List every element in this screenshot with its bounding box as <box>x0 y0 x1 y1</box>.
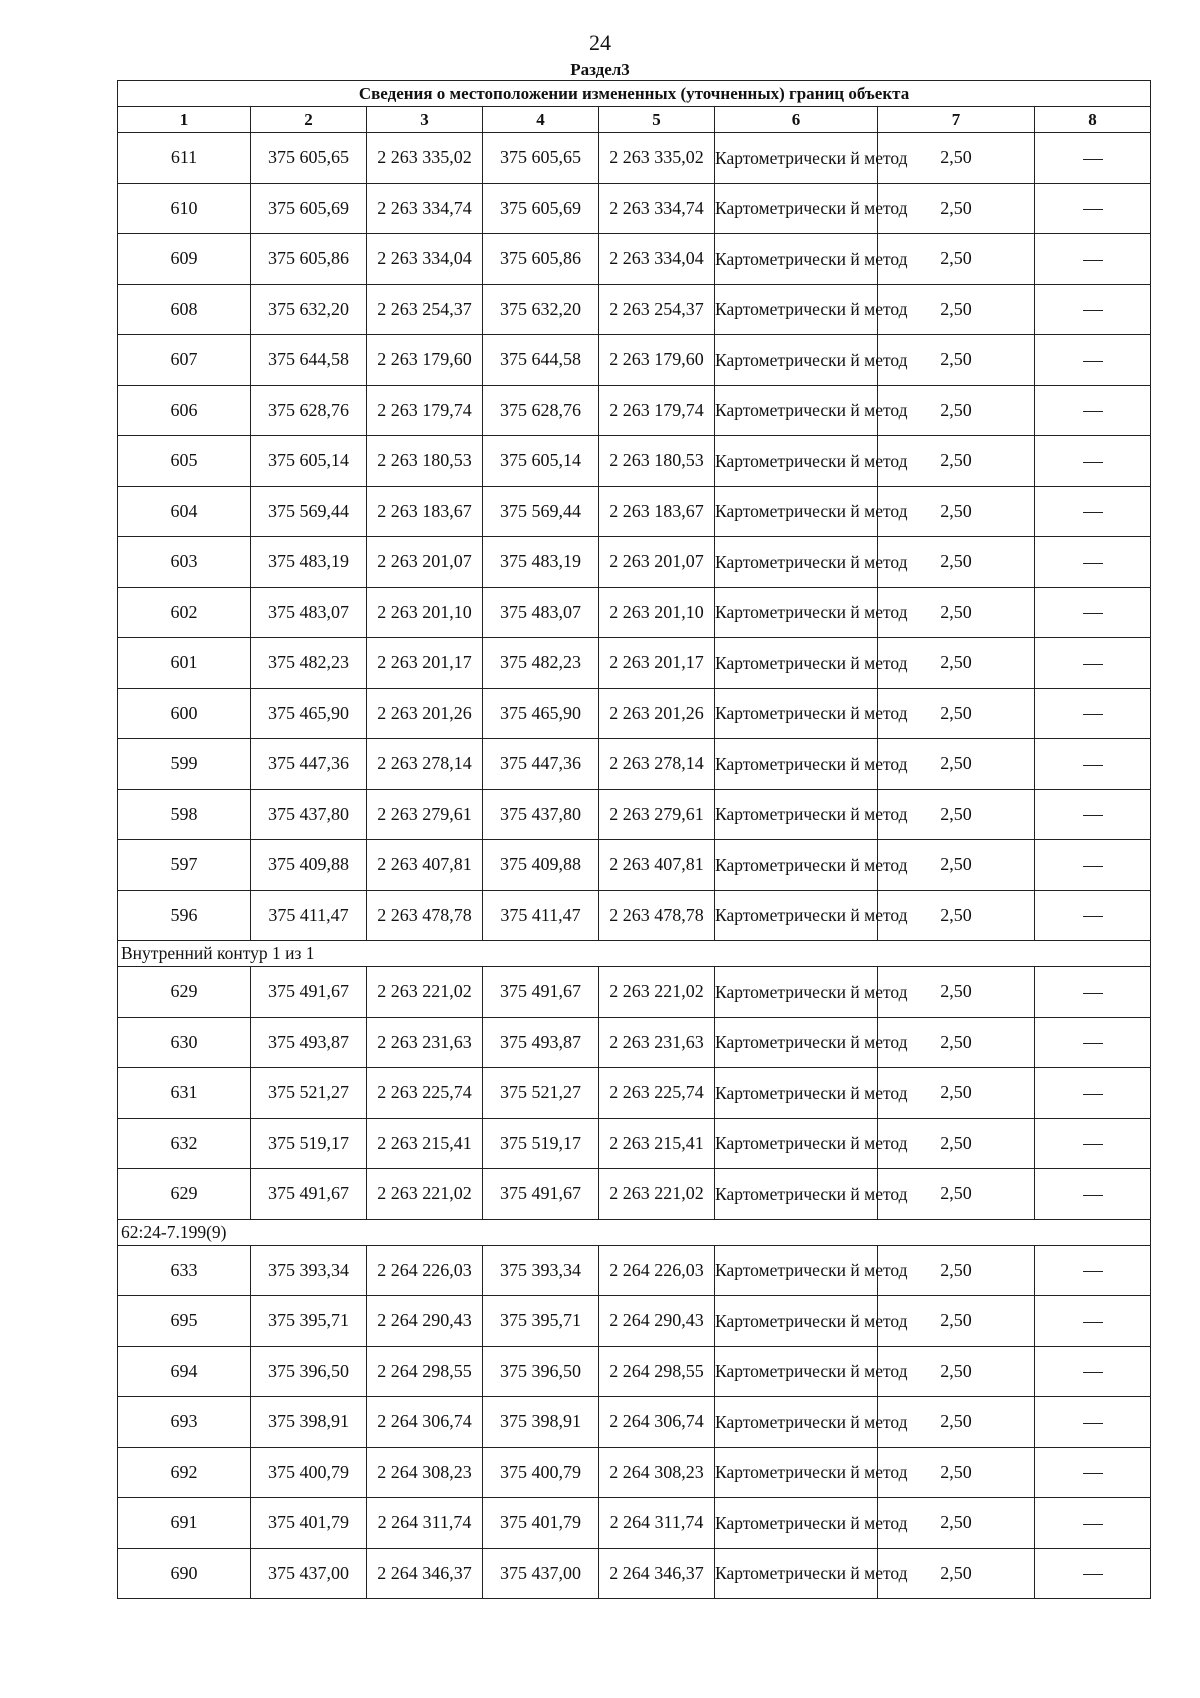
y-coordinate-old: 2 263 279,61 <box>367 789 483 840</box>
x-coordinate-new: 375 491,67 <box>483 1169 599 1220</box>
x-coordinate-new: 375 605,86 <box>483 234 599 285</box>
accuracy: 2,50 <box>878 1296 1035 1347</box>
description <box>1035 789 1151 840</box>
point-number: 629 <box>118 967 251 1018</box>
point-number: 633 <box>118 1245 251 1296</box>
x-coordinate-old: 375 395,71 <box>251 1296 367 1347</box>
y-coordinate-new: 2 263 201,07 <box>599 537 715 588</box>
x-coordinate-new: 375 482,23 <box>483 638 599 689</box>
point-number: 690 <box>118 1548 251 1599</box>
accuracy: 2,50 <box>878 1068 1035 1119</box>
x-coordinate-new: 375 632,20 <box>483 284 599 335</box>
accuracy: 2,50 <box>878 1169 1035 1220</box>
x-coordinate-new: 375 437,00 <box>483 1548 599 1599</box>
dash-mark <box>1083 993 1103 994</box>
y-coordinate-new: 2 264 346,37 <box>599 1548 715 1599</box>
accuracy: 2,50 <box>878 486 1035 537</box>
y-coordinate-new: 2 263 225,74 <box>599 1068 715 1119</box>
point-number: 693 <box>118 1397 251 1448</box>
table-row <box>118 789 1151 840</box>
y-coordinate-old: 2 263 335,02 <box>367 133 483 184</box>
y-coordinate-old: 2 263 254,37 <box>367 284 483 335</box>
dash-mark <box>1083 462 1103 463</box>
description <box>1035 739 1151 790</box>
y-coordinate-new: 2 264 226,03 <box>599 1245 715 1296</box>
dash-mark <box>1083 260 1103 261</box>
dash-mark <box>1083 916 1103 917</box>
dash-mark <box>1083 1524 1103 1525</box>
y-coordinate-old: 2 263 225,74 <box>367 1068 483 1119</box>
x-coordinate-old: 375 569,44 <box>251 486 367 537</box>
x-coordinate-new: 375 393,34 <box>483 1245 599 1296</box>
x-coordinate-new: 375 409,88 <box>483 840 599 891</box>
accuracy: 2,50 <box>878 1017 1035 1068</box>
point-number: 599 <box>118 739 251 790</box>
dash-mark <box>1083 209 1103 210</box>
y-coordinate-new: 2 263 334,74 <box>599 183 715 234</box>
y-coordinate-old: 2 264 311,74 <box>367 1498 483 1549</box>
y-coordinate-new: 2 264 308,23 <box>599 1447 715 1498</box>
determination-method: Картометрически й метод <box>715 133 878 184</box>
y-coordinate-old: 2 264 290,43 <box>367 1296 483 1347</box>
point-number: 691 <box>118 1498 251 1549</box>
x-coordinate-new: 375 493,87 <box>483 1017 599 1068</box>
y-coordinate-new: 2 263 334,04 <box>599 234 715 285</box>
x-coordinate-old: 375 605,69 <box>251 183 367 234</box>
point-number: 600 <box>118 688 251 739</box>
determination-method: Картометрически й метод <box>715 638 878 689</box>
y-coordinate-old: 2 264 226,03 <box>367 1245 483 1296</box>
description <box>1035 385 1151 436</box>
y-coordinate-old: 2 264 308,23 <box>367 1447 483 1498</box>
point-number: 611 <box>118 133 251 184</box>
table-row <box>118 1017 1151 1068</box>
x-coordinate-new: 375 605,69 <box>483 183 599 234</box>
point-number: 632 <box>118 1118 251 1169</box>
determination-method: Картометрически й метод <box>715 1548 878 1599</box>
determination-method: Картометрически й метод <box>715 234 878 285</box>
x-coordinate-old: 375 411,47 <box>251 890 367 941</box>
accuracy: 2,50 <box>878 436 1035 487</box>
determination-method: Картометрически й метод <box>715 1346 878 1397</box>
accuracy: 2,50 <box>878 890 1035 941</box>
description <box>1035 1346 1151 1397</box>
dash-mark <box>1083 1144 1103 1145</box>
x-coordinate-old: 375 393,34 <box>251 1245 367 1296</box>
x-coordinate-new: 375 395,71 <box>483 1296 599 1347</box>
determination-method: Картометрически й метод <box>715 840 878 891</box>
x-coordinate-new: 375 644,58 <box>483 335 599 386</box>
x-coordinate-new: 375 437,80 <box>483 789 599 840</box>
x-coordinate-old: 375 644,58 <box>251 335 367 386</box>
y-coordinate-old: 2 263 221,02 <box>367 1169 483 1220</box>
determination-method: Картометрически й метод <box>715 1296 878 1347</box>
accuracy: 2,50 <box>878 1548 1035 1599</box>
description <box>1035 1245 1151 1296</box>
dash-mark <box>1083 613 1103 614</box>
x-coordinate-old: 375 605,14 <box>251 436 367 487</box>
x-coordinate-old: 375 628,76 <box>251 385 367 436</box>
column-number: 4 <box>483 107 599 133</box>
column-number: 8 <box>1035 107 1151 133</box>
determination-method: Картометрически й метод <box>715 385 878 436</box>
description <box>1035 284 1151 335</box>
y-coordinate-old: 2 263 201,07 <box>367 537 483 588</box>
determination-method: Картометрически й метод <box>715 890 878 941</box>
table-row <box>118 1397 1151 1448</box>
y-coordinate-old: 2 263 201,26 <box>367 688 483 739</box>
column-number-row <box>118 107 1151 133</box>
column-number: 5 <box>599 107 715 133</box>
point-number: 607 <box>118 335 251 386</box>
determination-method: Картометрически й метод <box>715 537 878 588</box>
x-coordinate-new: 375 447,36 <box>483 739 599 790</box>
y-coordinate-new: 2 263 201,26 <box>599 688 715 739</box>
accuracy: 2,50 <box>878 335 1035 386</box>
dash-mark <box>1083 1423 1103 1424</box>
x-coordinate-new: 375 628,76 <box>483 385 599 436</box>
determination-method: Картометрически й метод <box>715 967 878 1018</box>
y-coordinate-old: 2 263 278,14 <box>367 739 483 790</box>
determination-method: Картометрически й метод <box>715 436 878 487</box>
x-coordinate-new: 375 411,47 <box>483 890 599 941</box>
x-coordinate-old: 375 401,79 <box>251 1498 367 1549</box>
description <box>1035 486 1151 537</box>
accuracy: 2,50 <box>878 133 1035 184</box>
determination-method: Картометрически й метод <box>715 1068 878 1119</box>
table-row <box>118 335 1151 386</box>
table-row <box>118 1169 1151 1220</box>
description <box>1035 1447 1151 1498</box>
page-number: 24 <box>589 30 611 55</box>
accuracy: 2,50 <box>878 1245 1035 1296</box>
table-row <box>118 133 1151 184</box>
description <box>1035 1397 1151 1448</box>
x-coordinate-old: 375 483,07 <box>251 587 367 638</box>
table-row <box>118 587 1151 638</box>
accuracy: 2,50 <box>878 537 1035 588</box>
column-number: 2 <box>251 107 367 133</box>
accuracy: 2,50 <box>878 1118 1035 1169</box>
x-coordinate-old: 375 398,91 <box>251 1397 367 1448</box>
x-coordinate-old: 375 632,20 <box>251 284 367 335</box>
y-coordinate-new: 2 264 290,43 <box>599 1296 715 1347</box>
y-coordinate-new: 2 263 335,02 <box>599 133 715 184</box>
y-coordinate-old: 2 263 478,78 <box>367 890 483 941</box>
determination-method: Картометрически й метод <box>715 739 878 790</box>
y-coordinate-new: 2 263 279,61 <box>599 789 715 840</box>
description <box>1035 183 1151 234</box>
column-number: 3 <box>367 107 483 133</box>
determination-method: Картометрически й метод <box>715 1245 878 1296</box>
table-row <box>118 1346 1151 1397</box>
dash-mark <box>1083 310 1103 311</box>
y-coordinate-old: 2 263 215,41 <box>367 1118 483 1169</box>
accuracy: 2,50 <box>878 967 1035 1018</box>
point-number: 630 <box>118 1017 251 1068</box>
x-coordinate-new: 375 465,90 <box>483 688 599 739</box>
determination-method: Картометрически й метод <box>715 688 878 739</box>
point-number: 606 <box>118 385 251 436</box>
description <box>1035 1118 1151 1169</box>
accuracy: 2,50 <box>878 183 1035 234</box>
x-coordinate-old: 375 437,80 <box>251 789 367 840</box>
y-coordinate-old: 2 263 334,04 <box>367 234 483 285</box>
contour-label-row <box>118 941 1151 967</box>
y-coordinate-new: 2 263 179,60 <box>599 335 715 386</box>
x-coordinate-new: 375 398,91 <box>483 1397 599 1448</box>
table-caption: Сведения о местоположении измененных (уточненных) границ объекта <box>118 81 1151 107</box>
x-coordinate-old: 375 400,79 <box>251 1447 367 1498</box>
coordinates-table <box>117 80 1151 1599</box>
y-coordinate-old: 2 263 183,67 <box>367 486 483 537</box>
accuracy: 2,50 <box>878 739 1035 790</box>
table-caption-row <box>118 81 1151 107</box>
point-number: 629 <box>118 1169 251 1220</box>
description <box>1035 1068 1151 1119</box>
description <box>1035 1296 1151 1347</box>
point-number: 598 <box>118 789 251 840</box>
description <box>1035 537 1151 588</box>
x-coordinate-old: 375 605,86 <box>251 234 367 285</box>
x-coordinate-old: 375 491,67 <box>251 1169 367 1220</box>
description <box>1035 840 1151 891</box>
table-row <box>118 1296 1151 1347</box>
y-coordinate-old: 2 264 298,55 <box>367 1346 483 1397</box>
determination-method: Картометрически й метод <box>715 1397 878 1448</box>
table-row <box>118 638 1151 689</box>
determination-method: Картометрически й метод <box>715 789 878 840</box>
y-coordinate-new: 2 263 183,67 <box>599 486 715 537</box>
table-row <box>118 234 1151 285</box>
accuracy: 2,50 <box>878 840 1035 891</box>
table-row <box>118 385 1151 436</box>
x-coordinate-old: 375 409,88 <box>251 840 367 891</box>
y-coordinate-old: 2 263 201,10 <box>367 587 483 638</box>
y-coordinate-new: 2 263 215,41 <box>599 1118 715 1169</box>
description <box>1035 335 1151 386</box>
table-row <box>118 688 1151 739</box>
table-row <box>118 436 1151 487</box>
determination-method: Картометрически й метод <box>715 1447 878 1498</box>
dash-mark <box>1083 159 1103 160</box>
section-title: Раздел3 <box>570 60 630 79</box>
table-row <box>118 1548 1151 1599</box>
dash-mark <box>1083 1574 1103 1575</box>
y-coordinate-new: 2 263 407,81 <box>599 840 715 891</box>
y-coordinate-new: 2 263 478,78 <box>599 890 715 941</box>
y-coordinate-old: 2 263 407,81 <box>367 840 483 891</box>
determination-method: Картометрически й метод <box>715 284 878 335</box>
table-row <box>118 890 1151 941</box>
dash-mark <box>1083 1473 1103 1474</box>
table-row <box>118 486 1151 537</box>
description <box>1035 1017 1151 1068</box>
dash-mark <box>1083 664 1103 665</box>
determination-method: Картометрически й метод <box>715 587 878 638</box>
determination-method: Картометрически й метод <box>715 1118 878 1169</box>
point-number: 631 <box>118 1068 251 1119</box>
x-coordinate-new: 375 483,07 <box>483 587 599 638</box>
determination-method: Картометрически й метод <box>715 335 878 386</box>
determination-method: Картометрически й метод <box>715 1017 878 1068</box>
dash-mark <box>1083 563 1103 564</box>
dash-mark <box>1083 765 1103 766</box>
y-coordinate-old: 2 263 334,74 <box>367 183 483 234</box>
y-coordinate-old: 2 263 231,63 <box>367 1017 483 1068</box>
determination-method: Картометрически й метод <box>715 486 878 537</box>
description <box>1035 1548 1151 1599</box>
point-number: 695 <box>118 1296 251 1347</box>
description <box>1035 890 1151 941</box>
y-coordinate-new: 2 263 221,02 <box>599 967 715 1018</box>
point-number: 609 <box>118 234 251 285</box>
dash-mark <box>1083 1322 1103 1323</box>
dash-mark <box>1083 1043 1103 1044</box>
dash-mark <box>1083 1094 1103 1095</box>
x-coordinate-old: 375 521,27 <box>251 1068 367 1119</box>
y-coordinate-old: 2 263 180,53 <box>367 436 483 487</box>
x-coordinate-old: 375 482,23 <box>251 638 367 689</box>
y-coordinate-old: 2 263 179,74 <box>367 385 483 436</box>
point-number: 608 <box>118 284 251 335</box>
x-coordinate-old: 375 605,65 <box>251 133 367 184</box>
y-coordinate-new: 2 263 221,02 <box>599 1169 715 1220</box>
column-number: 6 <box>715 107 878 133</box>
accuracy: 2,50 <box>878 234 1035 285</box>
y-coordinate-old: 2 263 179,60 <box>367 335 483 386</box>
dash-mark <box>1083 512 1103 513</box>
point-number: 605 <box>118 436 251 487</box>
x-coordinate-old: 375 396,50 <box>251 1346 367 1397</box>
x-coordinate-old: 375 437,00 <box>251 1548 367 1599</box>
x-coordinate-new: 375 605,14 <box>483 436 599 487</box>
x-coordinate-new: 375 519,17 <box>483 1118 599 1169</box>
table-row <box>118 840 1151 891</box>
description <box>1035 1498 1151 1549</box>
accuracy: 2,50 <box>878 688 1035 739</box>
description <box>1035 436 1151 487</box>
description <box>1035 967 1151 1018</box>
point-number: 610 <box>118 183 251 234</box>
dash-mark <box>1083 411 1103 412</box>
x-coordinate-old: 375 491,67 <box>251 967 367 1018</box>
x-coordinate-old: 375 493,87 <box>251 1017 367 1068</box>
description <box>1035 133 1151 184</box>
y-coordinate-new: 2 264 306,74 <box>599 1397 715 1448</box>
x-coordinate-old: 375 465,90 <box>251 688 367 739</box>
contour-label: Внутренний контур 1 из 1 <box>118 941 1151 967</box>
table-row <box>118 967 1151 1018</box>
y-coordinate-old: 2 264 306,74 <box>367 1397 483 1448</box>
y-coordinate-new: 2 263 201,10 <box>599 587 715 638</box>
y-coordinate-new: 2 263 201,17 <box>599 638 715 689</box>
y-coordinate-new: 2 263 278,14 <box>599 739 715 790</box>
dash-mark <box>1083 866 1103 867</box>
x-coordinate-new: 375 491,67 <box>483 967 599 1018</box>
determination-method: Картометрически й метод <box>715 183 878 234</box>
point-number: 601 <box>118 638 251 689</box>
y-coordinate-old: 2 263 201,17 <box>367 638 483 689</box>
accuracy: 2,50 <box>878 638 1035 689</box>
table-row <box>118 739 1151 790</box>
determination-method: Картометрически й метод <box>715 1498 878 1549</box>
accuracy: 2,50 <box>878 1346 1035 1397</box>
point-number: 602 <box>118 587 251 638</box>
contour-label-row <box>118 1219 1151 1245</box>
x-coordinate-new: 375 401,79 <box>483 1498 599 1549</box>
y-coordinate-new: 2 263 179,74 <box>599 385 715 436</box>
column-number: 1 <box>118 107 251 133</box>
dash-mark <box>1083 714 1103 715</box>
x-coordinate-new: 375 521,27 <box>483 1068 599 1119</box>
dash-mark <box>1083 1372 1103 1373</box>
x-coordinate-old: 375 447,36 <box>251 739 367 790</box>
y-coordinate-old: 2 263 221,02 <box>367 967 483 1018</box>
x-coordinate-new: 375 400,79 <box>483 1447 599 1498</box>
accuracy: 2,50 <box>878 789 1035 840</box>
accuracy: 2,50 <box>878 1397 1035 1448</box>
table-row <box>118 537 1151 588</box>
table-row <box>118 1498 1151 1549</box>
column-number: 7 <box>878 107 1035 133</box>
x-coordinate-new: 375 396,50 <box>483 1346 599 1397</box>
contour-label: 62:24-7.199(9) <box>118 1219 1151 1245</box>
dash-mark <box>1083 361 1103 362</box>
dash-mark <box>1083 1195 1103 1196</box>
y-coordinate-new: 2 264 311,74 <box>599 1498 715 1549</box>
accuracy: 2,50 <box>878 385 1035 436</box>
x-coordinate-new: 375 483,19 <box>483 537 599 588</box>
table-row <box>118 1068 1151 1119</box>
table-row <box>118 183 1151 234</box>
x-coordinate-old: 375 519,17 <box>251 1118 367 1169</box>
point-number: 692 <box>118 1447 251 1498</box>
y-coordinate-new: 2 263 180,53 <box>599 436 715 487</box>
y-coordinate-new: 2 263 254,37 <box>599 284 715 335</box>
x-coordinate-new: 375 605,65 <box>483 133 599 184</box>
description <box>1035 1169 1151 1220</box>
point-number: 597 <box>118 840 251 891</box>
y-coordinate-old: 2 264 346,37 <box>367 1548 483 1599</box>
accuracy: 2,50 <box>878 1498 1035 1549</box>
table-row <box>118 1245 1151 1296</box>
table-row <box>118 284 1151 335</box>
dash-mark <box>1083 815 1103 816</box>
description <box>1035 587 1151 638</box>
description <box>1035 688 1151 739</box>
dash-mark <box>1083 1271 1103 1272</box>
table-row <box>118 1118 1151 1169</box>
accuracy: 2,50 <box>878 284 1035 335</box>
point-number: 694 <box>118 1346 251 1397</box>
point-number: 603 <box>118 537 251 588</box>
y-coordinate-new: 2 264 298,55 <box>599 1346 715 1397</box>
table-row <box>118 1447 1151 1498</box>
accuracy: 2,50 <box>878 587 1035 638</box>
determination-method: Картометрически й метод <box>715 1169 878 1220</box>
accuracy: 2,50 <box>878 1447 1035 1498</box>
x-coordinate-new: 375 569,44 <box>483 486 599 537</box>
description <box>1035 638 1151 689</box>
description <box>1035 234 1151 285</box>
y-coordinate-new: 2 263 231,63 <box>599 1017 715 1068</box>
x-coordinate-old: 375 483,19 <box>251 537 367 588</box>
point-number: 604 <box>118 486 251 537</box>
point-number: 596 <box>118 890 251 941</box>
